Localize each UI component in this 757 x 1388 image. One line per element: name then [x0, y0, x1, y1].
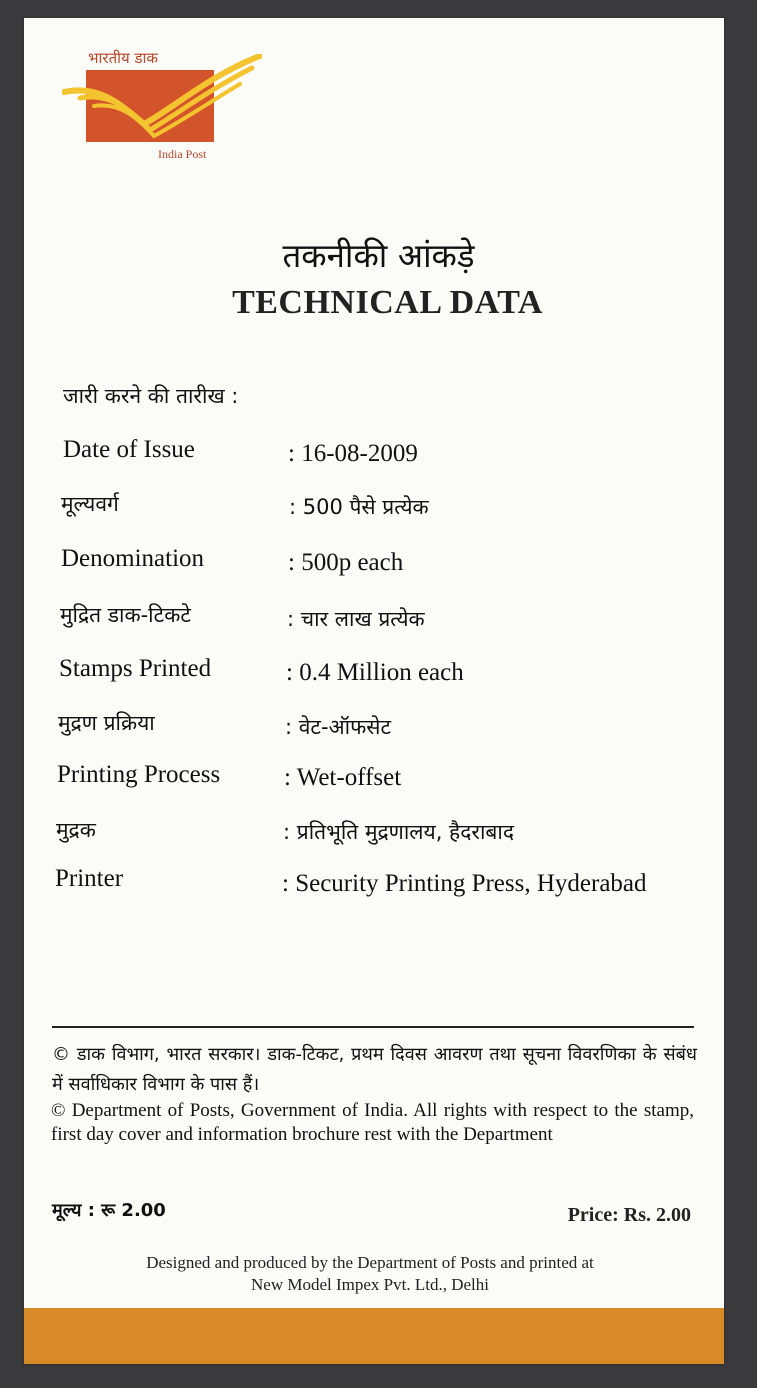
stamps-printed-value: : 0.4 Million each: [286, 659, 464, 686]
logo-english-text: India Post: [158, 147, 207, 161]
price-hindi: मूल्य : रू 2.00: [52, 1200, 166, 1221]
issue-date-label: Date of Issue: [63, 436, 195, 463]
printer-credit: [0, 1252, 740, 1296]
printer-hindi-label: मुद्रक: [56, 818, 96, 842]
printing-process-hindi-value: : वेट-ऑफसेट: [285, 715, 392, 739]
printing-process-value: : Wet-offset: [284, 764, 402, 791]
printer-credit-line-2: New Model Impex Pvt. Ltd., Delhi: [251, 1275, 489, 1294]
issue-date-value: : 16-08-2009: [288, 440, 418, 467]
denomination-value: : 500p each: [288, 549, 404, 576]
issue-date-hindi-label: जारी करने की तारीख :: [63, 384, 239, 408]
printer-credit-line-1: Designed and produced by the Department of Posts and printed at: [146, 1253, 594, 1272]
price-english: Price: Rs. 2.00: [567, 1204, 691, 1226]
printer-label: Printer: [55, 865, 124, 892]
copyright-english: © Department of Posts, Government of India. All rights with respect to the stamp, first day cover and information brochure rest with the Department: [51, 1100, 694, 1145]
copyright-hindi: © डाक विभाग, भारत सरकार। डाक-टिकट, प्रथम दिवस आवरण तथा सूचना विवरणिका के संबंध में सर्वाधिकार विभाग के पास हैं।: [52, 1044, 697, 1095]
denomination-hindi-label: मूल्यवर्ग: [61, 492, 119, 516]
brochure-page: [24, 18, 724, 1364]
logo-hindi-text: भारतीय डाक: [88, 49, 158, 67]
denomination-label: Denomination: [61, 545, 205, 572]
printing-process-label: Printing Process: [57, 761, 221, 788]
post-horn-icon: [62, 54, 262, 149]
stamps-printed-hindi-value: : चार लाख प्रत्येक: [287, 607, 425, 631]
printing-process-hindi-label: मुद्रण प्रक्रिया: [58, 711, 155, 735]
india-post-logo: [62, 40, 262, 170]
divider-line: [52, 1026, 694, 1028]
printer-hindi-value: : प्रतिभूति मुद्रणालय, हैदराबाद: [283, 820, 514, 844]
denomination-hindi-value: : 500 पैसे प्रत्येक: [289, 495, 429, 519]
stamps-printed-hindi-label: मुद्रित डाक-टिकटे: [60, 603, 191, 627]
heading-hindi: तकनीकी आंकड़े: [282, 236, 475, 275]
stamps-printed-label: Stamps Printed: [59, 655, 212, 682]
heading-english: TECHNICAL DATA: [232, 284, 543, 321]
printer-value: : Security Printing Press, Hyderabad: [282, 870, 647, 897]
bottom-color-band: [24, 1308, 724, 1364]
